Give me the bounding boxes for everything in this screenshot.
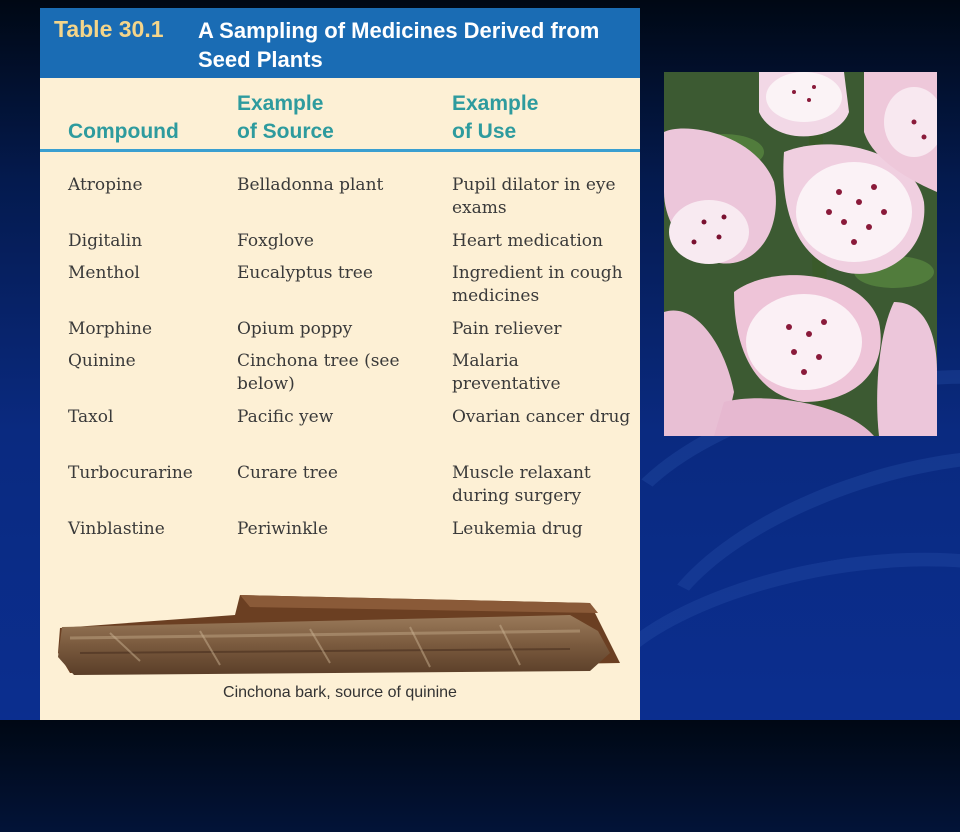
table-title-bar	[40, 8, 640, 78]
table-number: Table 30.1	[54, 16, 164, 42]
cell-use: Leukemia drug	[452, 519, 583, 539]
header-use	[452, 90, 538, 146]
header-source-line2: of Source	[237, 120, 334, 143]
cell-use: Pupil dilator in eye exams	[452, 175, 616, 218]
header-source	[237, 90, 334, 146]
cell-compound: Quinine	[68, 351, 136, 371]
cell-use: Ingredient in cough medicines	[452, 263, 623, 306]
cell-use: Malaria preventative	[452, 351, 561, 394]
cell-compound: Atropine	[68, 175, 143, 195]
cell-source: Curare tree	[237, 463, 338, 483]
bark-caption: Cinchona bark, source of quinine	[223, 684, 457, 701]
cinchona-bark-image	[50, 583, 630, 678]
cell-source: Cinchona tree (see below)	[237, 351, 400, 394]
cell-use: Heart medication	[452, 231, 603, 251]
cell-source: Eucalyptus tree	[237, 263, 373, 283]
cell-compound: Menthol	[68, 263, 140, 283]
cell-source: Pacific yew	[237, 407, 334, 427]
cell-use: Muscle relaxant during surgery	[452, 463, 591, 506]
cell-compound: Taxol	[68, 407, 114, 427]
cell-use: Pain reliever	[452, 319, 562, 339]
cell-compound: Vinblastine	[68, 519, 165, 539]
header-source-line1: Example	[237, 92, 324, 115]
medicine-table-panel	[40, 8, 640, 720]
header-compound: Compound	[68, 120, 179, 143]
foxglove-photo	[664, 72, 937, 436]
header-use-line1: Example	[452, 92, 539, 115]
table-title: A Sampling of Medicines Derived from Seed Plants	[198, 18, 600, 72]
cell-compound: Turbocurarine	[68, 463, 193, 483]
cell-source: Foxglove	[237, 231, 314, 251]
cell-source: Belladonna plant	[237, 175, 384, 195]
header-use-line2: of Use	[452, 120, 517, 143]
cell-source: Periwinkle	[237, 519, 329, 539]
cell-compound: Morphine	[68, 319, 153, 339]
header-divider	[40, 149, 640, 152]
cell-source: Opium poppy	[237, 319, 353, 339]
cell-use: Ovarian cancer drug	[452, 407, 631, 427]
cell-compound: Digitalin	[68, 231, 143, 251]
